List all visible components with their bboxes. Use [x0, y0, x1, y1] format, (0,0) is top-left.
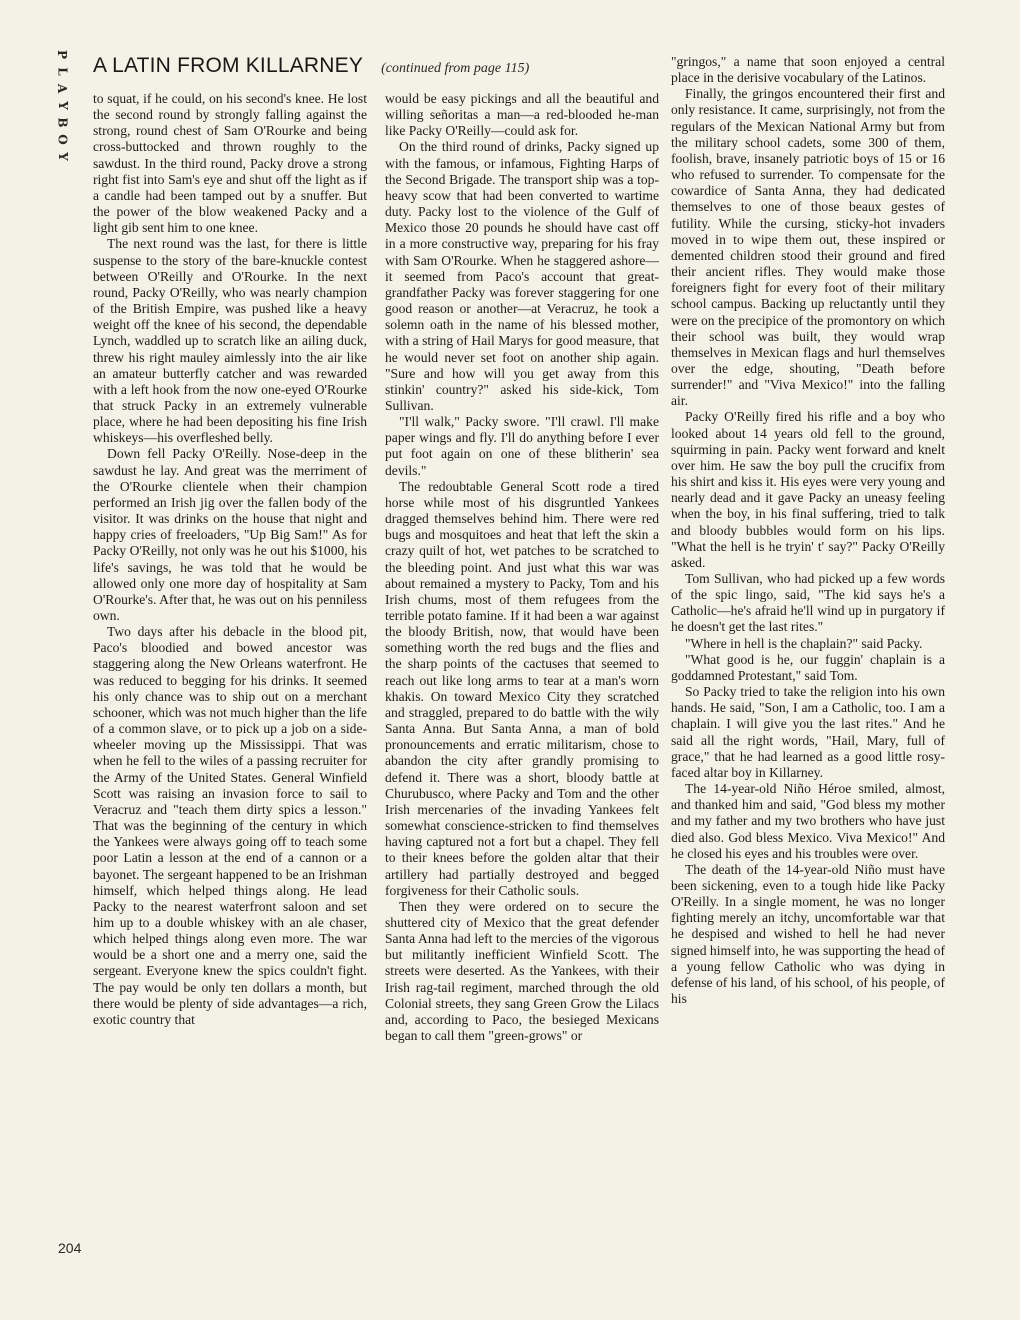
magazine-letter: Y	[55, 101, 70, 110]
paragraph: Finally, the gringos encountered their first and only resistance. It came, surprisingly, not from the regulars of the Mexican National Army but from the military school cadets, some 300 of them, foolish, brave, insanely patriotic boys of 15 or 16 who refused to surrender. To compensate for the cowardice of Santa Anna, they had dedicated themselves to one of those beaux gestes of futility. While the cursing, sticky-hot invaders moved in to wipe them out, these inspired or demented children stood their ground and fired their ancient rifles. They would make those foreigners fight for every foot of their military school campus. Backing up reluctantly until they were on the precipice of the promontory on which their school was built, they would wrap themselves in Mexican flags and hurl themselves over the edge, shouting, "Death before surrender!" and "Viva Mexico!" into the falling air.	[671, 86, 945, 409]
text-column-3	[671, 54, 945, 1007]
magazine-letter: L	[55, 67, 70, 76]
paragraph: Then they were ordered on to secure the shuttered city of Mexico that the great defender Santa Anna had left to the mercies of the vigorous but militantly inefficient Winfield Scott. The streets were deserted. As the Yankees, with their Irish rag-tail regiment, marched through the old Colonial streets, they sang Green Grow the Lilacs and, according to Paco, the besieged Mexicans began to call them "green-grows" or	[385, 898, 659, 1044]
article-header	[93, 54, 529, 78]
magazine-letter: A	[55, 83, 70, 94]
paragraph: The 14-year-old Niño Héroe smiled, almost, and thanked him and said, "God bless my mother and my father and my two brothers who have just died also. God bless Mexico. Viva Mexico!" And he closed his eyes and his troubles were over.	[671, 781, 945, 861]
paragraph: So Packy tried to take the religion into his own hands. He said, "Son, I am a Catholic, too. I am a chaplain. I will give you the last rites." And he said all the right words, "Hail, Mary, full of grace," that he had learned as a good little rosy-faced altar boy in Killarney.	[671, 684, 945, 780]
paragraph: On the third round of drinks, Packy signed up with the famous, or infamous, Fighting Harps of the Second Brigade. The transport ship was a top-heavy scow that had been converted to wartime duty. Packy lost to the violence of the Gulf of Mexico those 20 pounds he should have cast off in a more constructive way, preparing for his fray with Sam O'Rourke. When he staggered ashore—it seemed from Paco's account that great-grandfather Packy was forever staggering for one good reason or another—at Veracruz, he took a solemn oath in the name of his blessed mother, with a string of Hail Marys for good measure, that he would never set foot on another ship again. "Sure and how will you get away from this stinkin' country?" asked his side-kick, Tom Sullivan.	[385, 139, 659, 413]
paragraph: would be easy pickings and all the beautiful and willing señoritas a man—a red-blooded he-man like Packy O'Reilly—could ask for.	[385, 91, 659, 139]
magazine-letter: B	[55, 117, 70, 128]
paragraph: The death of the 14-year-old Niño must have been sickening, even to a tough hide like Packy O'Reilly. In a single moment, he was no longer fighting merely an itchy, uncomfortable war that he despised and wished to hell he had never signed himself into, he was supporting the head of a young fellow Catholic who was dying in defense of his land, of his school, of his people, of his	[671, 861, 945, 1007]
text-column-1	[93, 91, 367, 1028]
paragraph: Tom Sullivan, who had picked up a few words of the spic lingo, said, "The kid says he's a Catholic—he's afraid he'll wind up in purgatory if he doesn't get the last rites."	[671, 571, 945, 635]
paragraph: "I'll walk," Packy swore. "I'll crawl. I'll make paper wings and fly. I'll do anything before I ever put foot again on one of these blitherin' sea devils."	[385, 414, 659, 478]
paragraph: "gringos," a name that soon enjoyed a central place in the derisive vocabulary of the Latinos.	[671, 54, 945, 86]
article-title: A LATIN FROM KILLARNEY	[93, 54, 364, 77]
page-number: 204	[58, 1240, 82, 1256]
text-column-2	[385, 91, 659, 1044]
paragraph: "What good is he, our fuggin' chaplain is a goddamned Protestant," said Tom.	[671, 651, 945, 683]
magazine-name-vertical	[54, 46, 70, 165]
paragraph: The redoubtable General Scott rode a tired horse while most of his disgruntled Yankees dragged themselves behind him. There were red bugs and mosquitoes and heat that left the skin a crazy quilt of hot, wet patches to be scratched to the bleeding point. And just what this war was about remained a mystery to Packy, Tom and his Irish chums, most of them refugees from the terrible potato famine. If it had been a war against the bloody British, now, that would have been something worth the red bugs and the flies and the sharp points of the cactuses that seemed to reach out like long arms to tear at a man's worn khakis. On toward Mexico City they scratched and straggled, prepared to do battle with the wily Santa Anna. But Santa Anna, a man of bold pronouncements and erratic militarism, chose to abandon the city after grandly promising to defend it. There was a short, bloody battle at Churubusco, where Packy and Tom and the other Irish mercenaries of the invading Yankees felt somewhat conscience-stricken to find themselves having captured not a fort but a chapel. They fell to their knees before the golden altar that their artillery had partially destroyed and begged forgiveness for their Catholic souls.	[385, 478, 659, 898]
paragraph: Down fell Packy O'Reilly. Nose-deep in the sawdust he lay. And great was the merriment of the O'Rourke clientele when their champion performed an Irish jig over the fallen body of the visitor. It was drinks on the house that night and happy cries of freeloaders, "Up Big Sam!" As for Packy O'Reilly, not only was he out his $1000, his life's savings, he was told that he would be allowed only one more day of hospitality at Sam O'Rourke's. After that, he was out on his penniless own.	[93, 446, 367, 623]
paragraph: Two days after his debacle in the blood pit, Paco's bloodied and bowed ancestor was staggering along the New Orleans waterfront. He was reduced to begging for his drinks. It seemed his only chance was to ship out on a merchant schooner, which was not much higher than the life of a common slave, or to pick up a job on a side-wheeler moving up the Mississippi. That was when he fell to the wiles of a passing recruiter for the Army of the United States. General Winfield Scott was raising an invasion force to sail to Veracruz and "teach them dirty spics a lesson." That was the beginning of the century in which the Yankees were always going off to teach some poor Latin a lesson at the end of a cannon or a bayonet. The sergeant happened to be an Irishman himself, which helped things along. He lead Packy to the nearest waterfront saloon and set him up to a double whiskey with an ale chaser, which helped things along even more. The war would be a short one and a merry one, said the sergeant. Everyone knew the spics couldn't fight. The pay would be only ten dollars a month, but there would be plenty of side advantages—a rich, exotic country that	[93, 624, 367, 1027]
paragraph: Packy O'Reilly fired his rifle and a boy who looked about 14 years old fell to the ground, squirming in pain. Packy went forward and knelt over him. He saw the boy pull the crucifix from his shirt and kiss it. His eyes were very young and nearly dead and it gave Packy an uneasy feeling when the boy, in his final suffering, tried to talk and bloody bubbles would form on his lips. "What the hell is he tryin' t' say?" Packy O'Reilly asked.	[671, 409, 945, 570]
paragraph: "Where in hell is the chaplain?" said Packy.	[685, 635, 923, 651]
paragraph: to squat, if he could, on his second's knee. He lost the second round by strongly falling against the strong, round chest of Sam O'Rourke and being cross-buttocked and thrown roughly to the sawdust. In the third round, Packy drove a strong right fist into Sam's eye and shut off the light as if a candle had been tamped out by a snuffer. But the power of the blow weakened Packy and a light gib sent him to one knee.	[93, 91, 367, 236]
magazine-letter: O	[55, 134, 70, 145]
magazine-letter: P	[55, 49, 70, 60]
paragraph: The next round was the last, for there is little suspense to the story of the bare-knuckle contest between O'Reilly and O'Rourke. In the next round, Packy O'Reilly, who was nearly champion of the British Empire, was pushed like a heavy weight off the knee of his second, the dependable Lynch, waddled up to scratch like an ailing duck, threw his right mauley aimlessly into the air like an amateur butterfly catcher and was rewarded with a left hook from the now one-eyed O'Rourke that struck Packy in an extremely vulnerable place, where he had been depositing his fine Irish whiskeys—his overfleshed belly.	[93, 236, 367, 446]
continued-note: (continued from page 115)	[381, 61, 530, 76]
magazine-letter: Y	[55, 152, 70, 161]
